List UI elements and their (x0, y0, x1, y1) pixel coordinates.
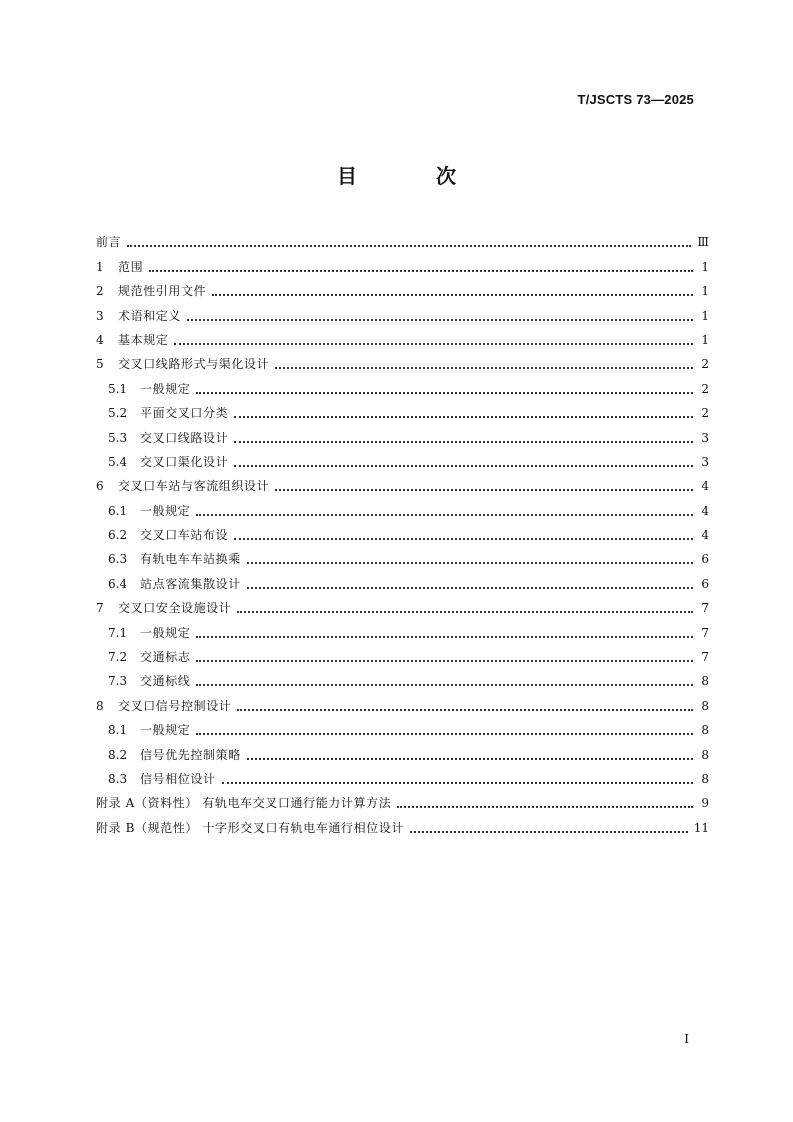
toc-entry-page: Ⅲ (697, 235, 709, 250)
toc-entry-number: 7.2 (108, 650, 128, 665)
dot-leader (247, 586, 693, 589)
toc-entry-number: 8.1 (108, 723, 128, 738)
toc-entry-page: 2 (701, 381, 709, 396)
dot-leader (212, 293, 693, 296)
toc-entry-number: 6.3 (108, 552, 128, 567)
toc-entry-label: 站点客流集散设计 (140, 576, 241, 591)
dot-leader (174, 342, 693, 345)
toc-entry-label: 交叉口线路形式与渠化设计 (118, 357, 270, 372)
toc-entry-page: 8 (701, 674, 709, 689)
dot-leader (149, 269, 693, 272)
toc-entry-number: 6.1 (108, 503, 128, 518)
toc-entry[interactable] (96, 714, 709, 738)
dot-leader (196, 659, 693, 662)
toc-entry-page: 6 (701, 576, 709, 591)
toc-entry-label: 有轨电车车站换乘 (140, 552, 241, 567)
toc-entry[interactable] (96, 567, 709, 591)
toc-entry-page: 7 (701, 601, 709, 616)
toc-entry-label: 交叉口信号控制设计 (118, 698, 232, 713)
dot-leader (237, 708, 693, 711)
toc-entry-page: 8 (701, 698, 709, 713)
toc-entry-number: 6.2 (108, 528, 128, 543)
page-title: 目 次 (337, 164, 492, 188)
page-number: I (684, 1032, 689, 1046)
toc-entry-label: 交叉口安全设施设计 (118, 601, 232, 616)
toc-entry[interactable] (96, 543, 709, 567)
toc-entry[interactable] (96, 738, 709, 762)
dot-leader (127, 244, 691, 247)
toc-entry-label: 附录 B（规范性） 十字形交叉口有轨电车通行相位设计 (96, 820, 405, 835)
toc-entry[interactable] (96, 421, 709, 445)
toc-entry-page: 8 (701, 723, 709, 738)
toc-entry[interactable] (96, 470, 709, 494)
toc-entry-page: 7 (701, 625, 709, 640)
toc-entry-number: 7 (96, 601, 104, 616)
toc-entry-page: 7 (701, 650, 709, 665)
toc-entry-number: 2 (96, 284, 104, 299)
toc-entry[interactable] (96, 763, 709, 787)
toc-entry-number: 8.3 (108, 771, 128, 786)
toc-entry[interactable] (96, 226, 709, 250)
toc-entry-number: 3 (96, 308, 104, 323)
dot-leader (187, 318, 693, 321)
toc-entry[interactable] (96, 616, 709, 640)
dot-leader (196, 683, 693, 686)
toc-entry-label: 交叉口渠化设计 (140, 454, 229, 469)
toc-entry-label: 交叉口车站与客流组织设计 (118, 479, 270, 494)
toc-entry-number: 5 (96, 357, 104, 372)
document-code: T/JSCTS 73—2025 (577, 92, 694, 107)
toc-entry-page: 1 (701, 284, 709, 299)
toc-entry[interactable] (96, 641, 709, 665)
dot-leader (397, 805, 693, 808)
dot-leader (222, 781, 693, 784)
dot-leader (247, 757, 693, 760)
toc-entry-page: 8 (701, 771, 709, 786)
toc-entry-number: 6.4 (108, 576, 128, 591)
dot-leader (234, 464, 693, 467)
toc-entry[interactable] (96, 494, 709, 518)
dot-leader (275, 366, 693, 369)
toc-entry-number: 5.3 (108, 430, 128, 445)
toc-entry-page: 1 (701, 332, 709, 347)
toc-entry-label: 平面交叉口分类 (140, 406, 229, 421)
toc-entry-page: 4 (701, 503, 709, 518)
toc-entry-label: 交通标线 (140, 674, 191, 689)
toc-entry[interactable] (96, 519, 709, 543)
table-of-contents (96, 226, 709, 836)
toc-entry[interactable] (96, 665, 709, 689)
toc-entry-label: 规范性引用文件 (118, 284, 207, 299)
toc-entry-number: 5.1 (108, 381, 128, 396)
toc-entry-label: 术语和定义 (118, 308, 182, 323)
dot-leader (196, 391, 693, 394)
toc-entry-page: 11 (693, 820, 709, 835)
toc-entry-label: 范围 (118, 259, 144, 274)
toc-entry[interactable] (96, 324, 709, 348)
toc-entry-label: 交叉口线路设计 (140, 430, 229, 445)
toc-entry-page: 1 (701, 259, 709, 274)
toc-entry-label: 附录 A（资料性） 有轨电车交叉口通行能力计算方法 (96, 796, 392, 811)
toc-entry-label: 信号优先控制策略 (140, 747, 241, 762)
toc-entry[interactable] (96, 811, 709, 835)
toc-entry-label: 一般规定 (140, 503, 191, 518)
toc-entry[interactable] (96, 275, 709, 299)
toc-entry-number: 8.2 (108, 747, 128, 762)
dot-leader (237, 610, 693, 613)
dot-leader (196, 635, 693, 638)
dot-leader (196, 732, 693, 735)
toc-entry[interactable] (96, 689, 709, 713)
dot-leader (234, 537, 693, 540)
toc-entry-page: 3 (701, 430, 709, 445)
toc-entry-page: 6 (701, 552, 709, 567)
toc-entry-page: 4 (701, 479, 709, 494)
dot-leader (275, 488, 693, 491)
toc-entry[interactable] (96, 592, 709, 616)
dot-leader (234, 440, 693, 443)
toc-entry-label: 交叉口车站布设 (140, 528, 229, 543)
toc-entry-number: 5.2 (108, 406, 128, 421)
toc-entry[interactable] (96, 446, 709, 470)
toc-entry-page: 9 (701, 796, 709, 811)
toc-entry-page: 3 (701, 454, 709, 469)
toc-entry-label: 信号相位设计 (140, 771, 216, 786)
toc-entry-page: 4 (701, 528, 709, 543)
toc-entry-number: 1 (96, 259, 104, 274)
toc-entry-number: 7.1 (108, 625, 128, 640)
toc-entry-number: 4 (96, 332, 104, 347)
toc-entry-number: 5.4 (108, 454, 128, 469)
toc-entry-label: 基本规定 (118, 332, 169, 347)
dot-leader (410, 830, 688, 833)
toc-entry-label: 一般规定 (140, 723, 191, 738)
dot-leader (196, 513, 693, 516)
toc-entry-label: 一般规定 (140, 381, 191, 396)
toc-entry[interactable] (96, 250, 709, 274)
dot-leader (247, 561, 693, 564)
toc-entry-number: 6 (96, 479, 104, 494)
toc-entry-page: 2 (701, 406, 709, 421)
dot-leader (234, 415, 693, 418)
toc-entry-page: 2 (701, 357, 709, 372)
toc-entry-number: 8 (96, 698, 104, 713)
toc-entry[interactable] (96, 372, 709, 396)
toc-entry[interactable] (96, 348, 709, 372)
toc-entry-label: 交通标志 (140, 650, 191, 665)
toc-entry-number: 7.3 (108, 674, 128, 689)
toc-entry-page: 8 (701, 747, 709, 762)
toc-entry-label: 一般规定 (140, 625, 191, 640)
toc-entry-page: 1 (701, 308, 709, 323)
toc-entry-label: 前言 (96, 235, 122, 250)
toc-entry[interactable] (96, 787, 709, 811)
toc-entry[interactable] (96, 397, 709, 421)
toc-entry[interactable] (96, 299, 709, 323)
